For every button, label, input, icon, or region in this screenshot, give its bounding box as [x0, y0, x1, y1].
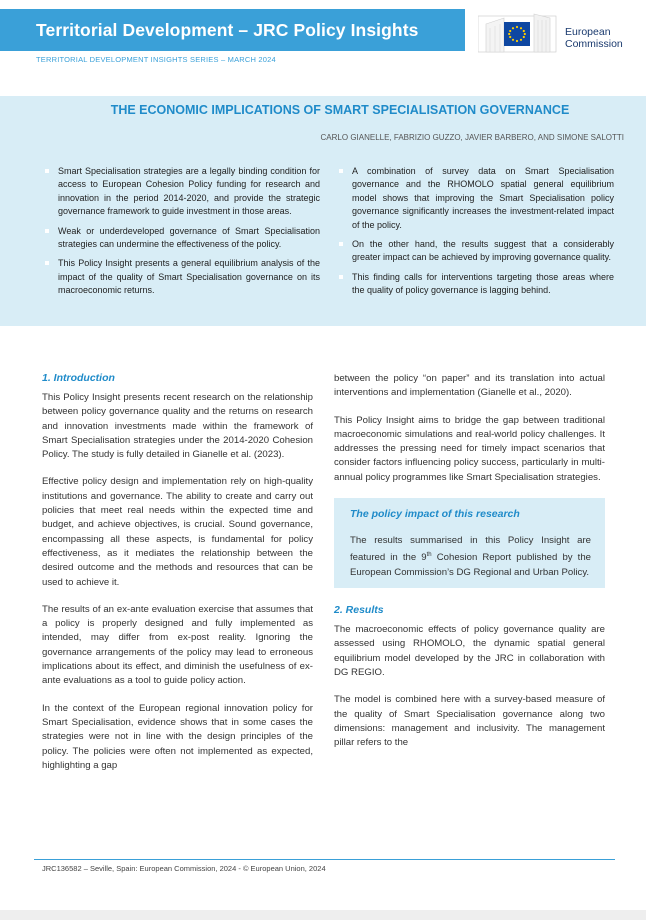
- header-title: Territorial Development – JRC Policy Insights: [36, 20, 419, 40]
- body-paragraph: The macroeconomic effects of policy governance quality are assessed using RHOMOLO, the dynamic spatial general equilibrium model developed by the JRC in collaboration with DG REGIO.: [334, 624, 605, 679]
- summary-bullets-right: [352, 165, 614, 304]
- european-commission-logo: [478, 12, 628, 54]
- body-paragraph: In the context of the European regional innovation policy for Smart Specialisation, evidence shows that in some cases the strategies were not in line with the design principles of the policy. The policies were often not implemented as expected, highlighting a gap: [42, 702, 313, 771]
- body-paragraph: The results of an ex-ante evaluation exercise that assumes that a policy is properly designed and fully implemented as intended, may differ from ex-post reality. Ignoring the governance arrangements of the policy may lead to erroneous implications about its effect, and diminish the usefulness of ex-ante evaluations as a tool to guide policy action.: [42, 603, 313, 687]
- section-heading-results: 2. Results: [334, 604, 384, 617]
- body-paragraph: This Policy Insight aims to bridge the gap between traditional macroeconomic simulations and real-world policy challenges. It addresses the pressing need for timely impact scenarios that consider factors influencing policy success, particularly in multi-annual policy programmes like Smart Specialisation strategies.: [334, 414, 605, 483]
- section-heading-introduction: 1. Introduction: [42, 372, 115, 384]
- body-paragraph: Effective policy design and implementation rely on high-quality institutions and governance. The ability to create and carry out policies that meet real needs within the expected time and budget, and achieve objectives, is crucial. Sound governance, encompassing all these aspects, is fundamental for policy effectiveness, as it mediates the relationship between the desired outcome and the methods and resources that can be used to achieve it.: [42, 476, 313, 588]
- body-paragraph: The model is combined here with a survey-based measure of the quality of Smart Specialisation governance along two dimensions: management and inclusivity. The management pillar refers to the: [334, 694, 605, 749]
- body-column-right: [334, 372, 605, 764]
- body-paragraph: between the policy “on paper” and its translation into actual interventions and implementation (Gianelle et al., 2020).: [334, 373, 605, 399]
- summary-bullet: Smart Specialisation strategies are a legally binding condition for access to European Cohesion Policy funding for research and innovation in the period 2014-2020, and provide the strategic governance framework to guide investment in those areas.: [58, 165, 320, 219]
- summary-bullet: On the other hand, the results suggest that a considerably greater impact can be achieved by improving governance quality.: [352, 238, 614, 265]
- footer-divider: [34, 859, 615, 860]
- callout-title: The policy impact of this research: [350, 508, 520, 521]
- summary-bullets-left: [58, 165, 320, 304]
- series-label: TERRITORIAL DEVELOPMENT INSIGHTS SERIES – MARCH 2024: [36, 55, 276, 64]
- logo-line-2: Commission: [565, 38, 623, 50]
- summary-bullet: This finding calls for interventions targeting those areas where the quality of policy governance is lagging behind.: [352, 271, 614, 298]
- callout-text-after: Cohesion Report published by the European Commission’s DG Regional and Urban Policy.: [350, 552, 592, 578]
- policy-impact-callout: [334, 498, 605, 588]
- logo-line-1: European: [565, 26, 611, 38]
- header-band: [0, 9, 465, 51]
- bottom-strip: [0, 910, 646, 920]
- callout-text: [350, 534, 591, 580]
- summary-bullet: A combination of survey data on Smart Specialisation governance and the RHOMOLO spatial general equilibrium model shows that improving the Smart Specialisation policy governance significantly increases the investment-related impact of the policy.: [352, 165, 614, 232]
- document-title: THE ECONOMIC IMPLICATIONS OF SMART SPECIALISATION GOVERNANCE: [110, 103, 570, 117]
- body-column-left: [42, 372, 313, 786]
- callout-superscript: th: [426, 552, 432, 559]
- summary-bullet: Weak or underdeveloped governance of Smart Specialisation strategies can undermine the effectiveness of the policy.: [58, 225, 320, 252]
- body-paragraph: This Policy Insight presents recent research on the relationship between policy governance quality and the returns on research and innovation investments made within the framework of Smart Specialisation strategies under the 2014-2020 Cohesion Policy. The study is fully detailed in Gianelle et al. (2023).: [42, 392, 313, 461]
- footer-text: JRC136582 – Seville, Spain: European Commission, 2024 - © European Union, 2024: [42, 864, 326, 873]
- summary-bullet: This Policy Insight presents a general equilibrium analysis of the impact of the quality of Smart Specialisation governance on its macroeconomic returns.: [58, 257, 320, 297]
- authors: CARLO GIANELLE, FABRIZIO GUZZO, JAVIER BARBERO, AND SIMONE SALOTTI: [320, 133, 624, 142]
- logo-wordmark: [565, 26, 623, 50]
- callout-text-before: The results summarised in this Policy Insight are featured in the 9: [350, 535, 591, 564]
